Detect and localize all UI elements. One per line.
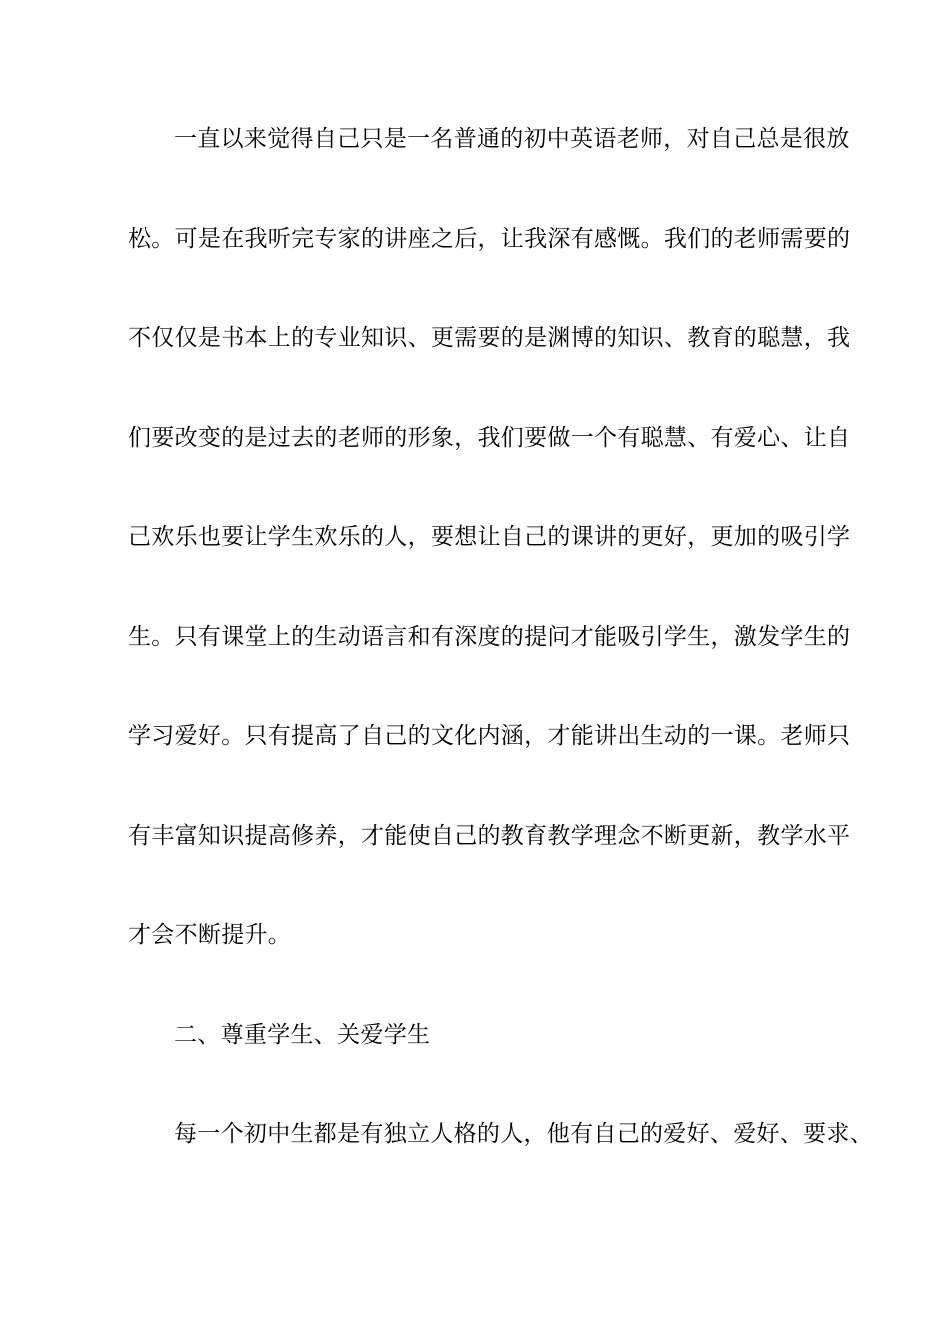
paragraph-line: 每一个初中生都是有独立人格的人，他有自己的爱好、爱好、要求、 xyxy=(174,1121,873,1147)
paragraph-line: 有丰富知识提高修养，才能使自己的教育教学理念不断更新，教学水平 xyxy=(128,823,851,849)
paragraph-line: 不仅仅是书本上的专业知识、更需要的是渊博的知识、教育的聪慧，我 xyxy=(128,325,851,351)
paragraph-line: 一直以来觉得自己只是一名普通的初中英语老师，对自己总是很放 xyxy=(174,126,850,152)
paragraph-line: 松。可是在我听完专家的讲座之后，让我深有感慨。我们的老师需要的 xyxy=(128,226,851,252)
paragraph-line: 生。只有课堂上的生动语言和有深度的提问才能吸引学生，激发学生的 xyxy=(128,624,851,650)
paragraph-line: 才会不断提升。 xyxy=(128,922,292,948)
section-heading: 二、尊重学生、关爱学生 xyxy=(174,1022,431,1048)
paragraph-line: 己欢乐也要让学生欢乐的人，要想让自己的课讲的更好，更加的吸引学 xyxy=(128,524,851,550)
paragraph-line: 们要改变的是过去的老师的形象，我们要做一个有聪慧、有爱心、让自 xyxy=(128,425,851,451)
paragraph-line: 学习爱好。只有提高了自己的文化内涵，才能讲出生动的一课。老师只 xyxy=(128,723,851,749)
